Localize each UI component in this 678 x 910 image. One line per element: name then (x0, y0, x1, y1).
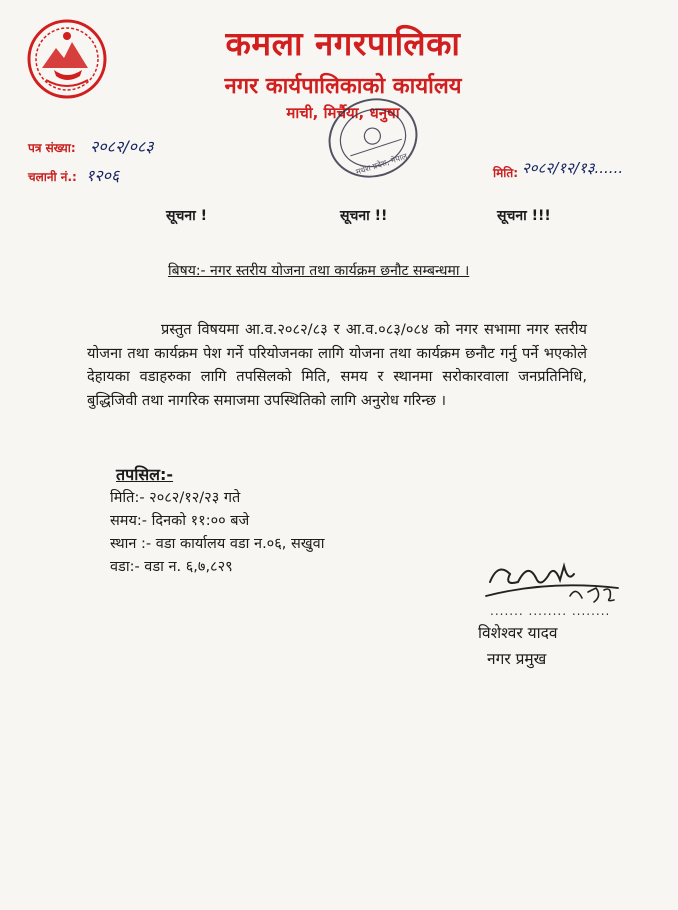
notice-heading-2: सूचना !! (340, 208, 388, 224)
schedule-wards: वडा:- वडा न. ६,७,८२९ (110, 559, 233, 575)
organization-name: कमला नगरपालिका (225, 24, 461, 63)
letter-body-text: प्रस्तुत विषयमा आ.व.२०८२/८३ र आ.व.०८३/०८४ को नगर सभामा नगर स्तरीय योजना तथा कार्यक्रम पेश गर्ने परियोजनका लागि योजना तथा कार्यक्रम छनौट गर्नु पर्ने भएकोले देहायका वडाहरुका लागि तपसिलको मिति, समय र स्थानमा सरोकारवाला जनप्रतिनिधि, बुद्धिजिवी तथा नागरिक समाजमा उपस्थितिको लागि अनुरोध गरिन्छ । (87, 321, 587, 409)
office-address: माची, मिर्चैया, धनुषा (286, 104, 400, 122)
signature-dotted-line: ....... ........ ........ (490, 604, 611, 618)
letter-number-label: पत्र संख्या: (28, 141, 76, 155)
letter-subject: बिषय:- नगर स्तरीय योजना तथा कार्यक्रम छनौट सम्बन्धमा । (168, 263, 470, 279)
handwritten-signature (478, 552, 628, 612)
nepal-emblem-icon (26, 18, 108, 100)
notice-heading-3: सूचना !!! (497, 208, 551, 224)
signer-name: विशेश्वर यादव (478, 624, 558, 642)
letter-number-value: २०८२/०८३ (90, 137, 154, 156)
schedule-time: समय:- दिनको ११:०० बजे (110, 513, 250, 529)
stamp-text: मधेश प्रदेश, नेपाल (354, 151, 409, 177)
dispatch-number-value: १२०६ (86, 166, 120, 185)
schedule-place: स्थान :- वडा कार्यालय वडा न.०६, सखुवा (110, 536, 325, 552)
office-name: नगर कार्यपालिकाको कार्यालय (224, 74, 462, 99)
date-value: २०८२/१२/१३...... (522, 159, 624, 177)
dispatch-number-label: चलानी नं.: (28, 170, 77, 184)
notice-heading-1: सूचना ! (166, 208, 208, 224)
official-stamp-icon (318, 88, 428, 188)
schedule-heading: तपसिल:- (116, 465, 174, 484)
signer-title: नगर प्रमुख (487, 650, 547, 668)
schedule-date: मिति:- २०८२/१२/२३ गते (110, 490, 241, 506)
date-label: मिति: (493, 166, 519, 180)
letter-body (87, 318, 587, 412)
